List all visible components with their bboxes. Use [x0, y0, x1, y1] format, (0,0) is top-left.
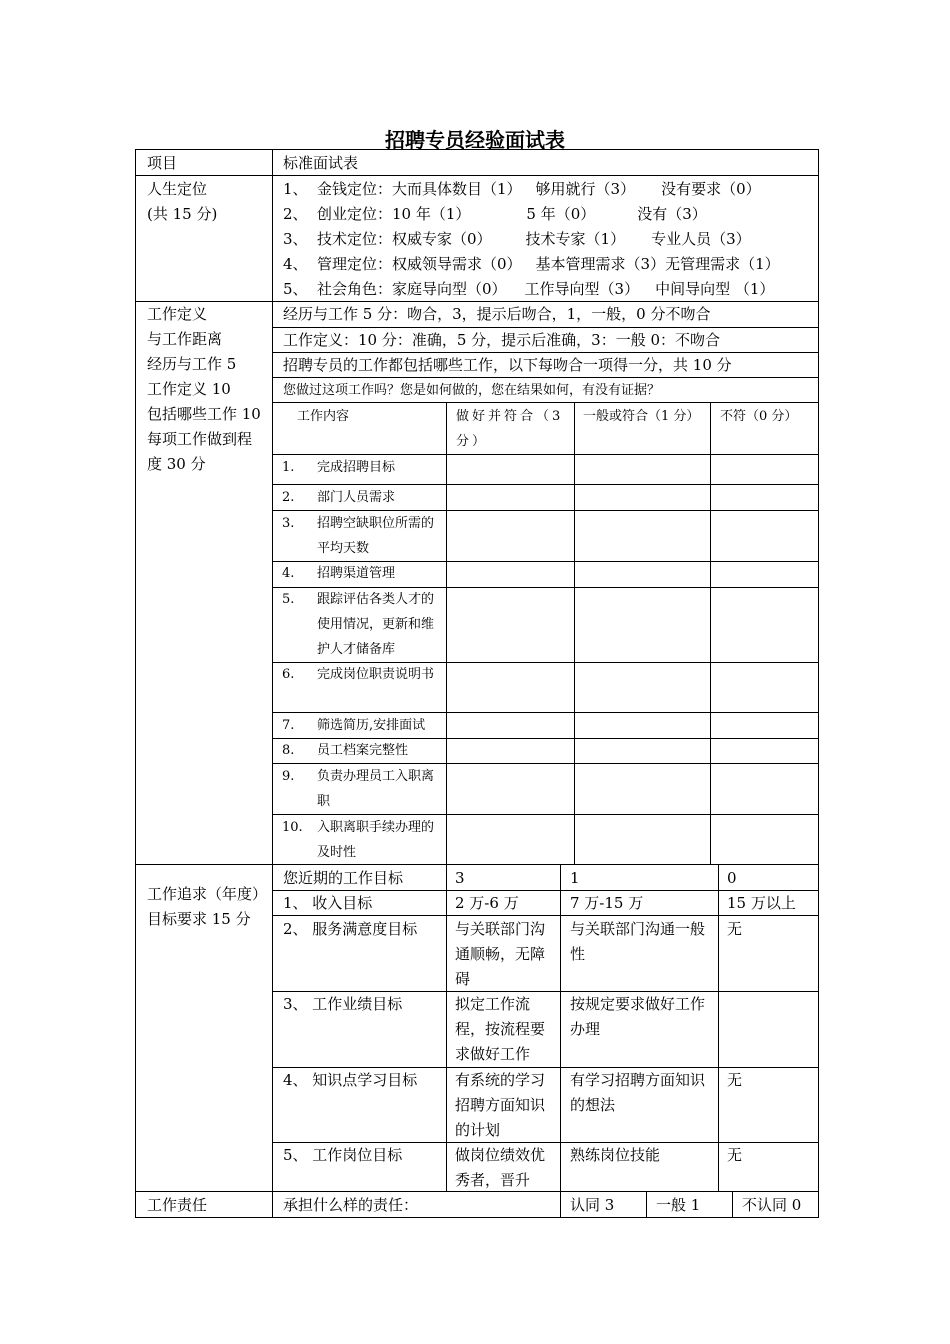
goal-option-3: 拟定工作流程，按流程要求做好工作 [455, 995, 546, 1063]
work-label-6: 每项工作做到程 [147, 430, 253, 448]
goal-option-1: 与关联部门沟通一般性 [570, 920, 706, 963]
work-label-7: 度 30 分 [147, 455, 206, 473]
goals-label-1: 工作追求（年度） [147, 885, 268, 903]
life-section-points: (共 15 分) [147, 205, 218, 223]
goal-option-1: 熟练岗位技能 [570, 1146, 661, 1164]
task-text: 负责办理员工入职离职 [317, 769, 435, 809]
task-text: 入职离职手续办理的及时性 [317, 820, 435, 860]
interview-form-table [135, 149, 819, 1218]
task-text: 招聘空缺职位所需的平均天数 [317, 516, 435, 556]
work-label-5: 包括哪些工作 10 [147, 405, 261, 423]
goal-option-0: 无 [727, 1071, 743, 1089]
task-col-fair: 一般或符合（1 分） [583, 409, 700, 424]
life-line-1: 1、 金钱定位：大而具体数目（1） 够用就行（3） 没有要求（0） [283, 180, 761, 198]
task-number: 6. [282, 667, 295, 682]
resp-col-divider-1 [560, 1191, 561, 1218]
resp-col-divider-3 [732, 1191, 733, 1218]
responsibility-question: 承担什么样的责任： [283, 1196, 419, 1214]
goal-option-1: 按规定要求做好工作办理 [570, 995, 706, 1038]
task-col-divider-1 [446, 402, 447, 864]
task-number: 9. [282, 769, 295, 784]
resp-col-divider-2 [646, 1191, 647, 1218]
goal-name: 5、 工作岗位目标 [283, 1146, 403, 1164]
goal-name: 4、 知识点学习目标 [283, 1071, 418, 1089]
header-standard-label: 标准面试表 [283, 154, 359, 172]
life-line-5: 5、 社会角色：家庭导向型（0） 工作导向型（3） 中间导向型 （1） [283, 280, 775, 298]
page-title: 招聘专员经验面试表 [385, 128, 565, 152]
goal-option-1: 7 万-15 万 [570, 894, 644, 912]
task-text: 员工档案完整性 [317, 743, 409, 758]
task-number: 5. [282, 592, 295, 607]
resp-option-agree: 认同 3 [570, 1196, 615, 1214]
goal-option-0: 15 万以上 [727, 894, 796, 912]
task-col-none: 不符（0 分） [720, 409, 798, 424]
life-section-label: 人生定位 [147, 180, 208, 198]
task-col-divider-2 [574, 402, 575, 864]
goal-option-3: 做岗位绩效优秀者，晋升 [455, 1146, 546, 1189]
task-number: 8. [282, 743, 295, 758]
task-number: 1. [282, 460, 295, 475]
header-row-border [136, 175, 818, 176]
evidence-question: 您做过这项工作吗？您是如何做的，您在结果如何，有没有证据？ [283, 383, 661, 398]
task-text: 招聘渠道管理 [317, 566, 396, 581]
resp-option-disagree: 不认同 0 [742, 1196, 802, 1214]
resp-option-neutral: 一般 1 [656, 1196, 701, 1214]
responsibility-label: 工作责任 [147, 1196, 208, 1214]
work-label-4: 工作定义 10 [147, 380, 231, 398]
life-line-2: 2、 创业定位：10 年（1） 5 年（0） 没有（3） [283, 205, 707, 223]
task-number: 7. [282, 718, 295, 733]
task-text: 部门人员需求 [317, 490, 396, 505]
goal-option-1: 有学习招聘方面知识的想法 [570, 1071, 706, 1114]
goals-header-label: 您近期的工作目标 [283, 869, 404, 887]
work-label-2: 与工作距离 [147, 330, 223, 348]
goal-row-border [272, 915, 818, 916]
life-line-3: 3、 技术定位：权威专家（0） 技术专家（1） 专业人员（3） [283, 230, 751, 248]
task-text: 筛选简历,安排面试 [317, 718, 426, 733]
question-border [272, 402, 818, 403]
goal-option-0: 无 [727, 1146, 743, 1164]
task-number: 3. [282, 516, 295, 531]
task-text: 完成招聘目标 [317, 460, 396, 475]
life-line-4: 4、 管理定位：权威领导需求（0） 基本管理需求（3）无管理需求（1） [283, 255, 780, 273]
goal-name: 3、 工作业绩目标 [283, 995, 403, 1013]
goals-label-2: 目标要求 15 分 [147, 910, 251, 928]
header-item-label: 项目 [147, 154, 178, 172]
goal-option-3: 有系统的学习招聘方面知识的计划 [455, 1071, 546, 1139]
goal-name: 2、 服务满意度目标 [283, 920, 418, 938]
goal-option-3: 2 万-6 万 [455, 894, 519, 912]
goals-header-3: 3 [455, 869, 465, 887]
work-section-border [136, 864, 818, 865]
rule-scope: 招聘专员的工作都包括哪些工作，以下每吻合一项得一分，共 10 分 [283, 356, 732, 374]
task-text: 跟踪评估各类人才的使用情况，更新和维护人才储备库 [317, 592, 435, 657]
task-number: 10. [282, 820, 303, 835]
rule-definition: 工作定义：10 分：准确，5 分，提示后准确，3：一般 0：不吻合 [283, 331, 721, 349]
goals-header-1: 1 [570, 869, 580, 887]
task-number: 4. [282, 566, 295, 581]
goals-section-border [136, 1191, 818, 1192]
task-number: 2. [282, 490, 295, 505]
goal-option-3: 与关联部门沟通顺畅，无障碍 [455, 920, 546, 988]
task-col-divider-3 [710, 402, 711, 864]
work-label-3: 经历与工作 5 [147, 355, 237, 373]
task-col-content: 工作内容 [297, 409, 350, 424]
label-column-divider [272, 150, 273, 1218]
goal-option-0: 无 [727, 920, 743, 938]
rule-experience: 经历与工作 5 分：吻合，3，提示后吻合，1，一般，0 分不吻合 [283, 305, 711, 323]
task-col-good: 做好并符合（3 分） [456, 409, 564, 449]
goal-name: 1、 收入目标 [283, 894, 373, 912]
task-text: 完成岗位职责说明书 [317, 667, 435, 682]
goals-header-0: 0 [727, 869, 737, 887]
work-label-1: 工作定义 [147, 305, 208, 323]
